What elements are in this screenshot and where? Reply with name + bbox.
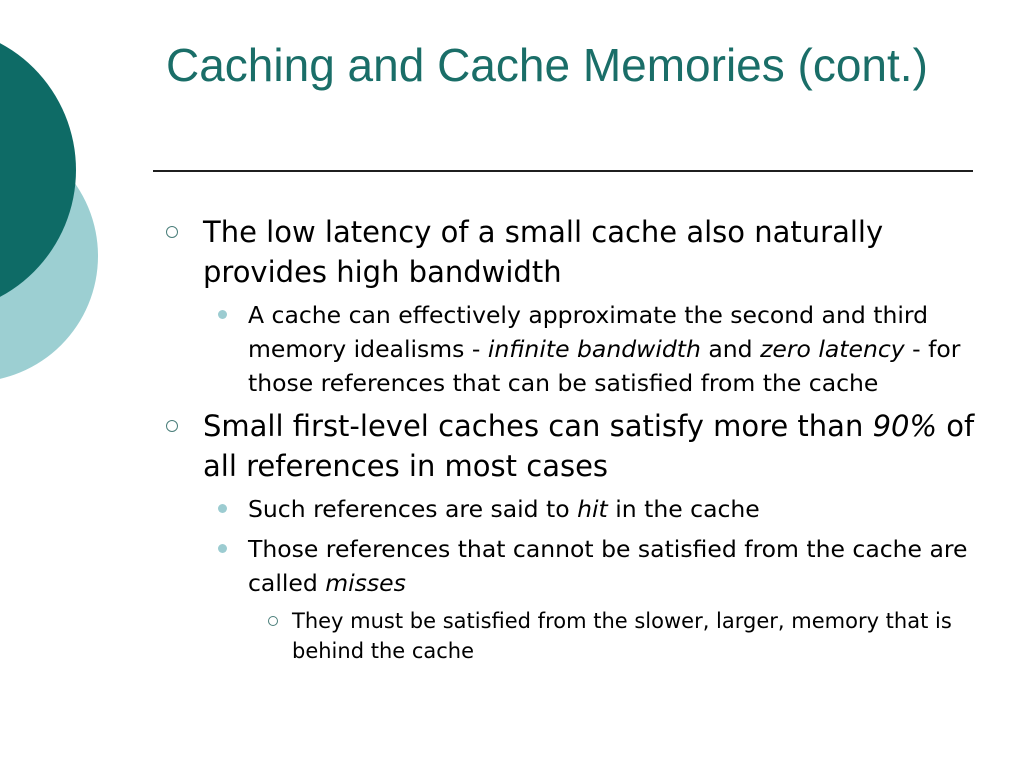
bullet-level2 — [248, 298, 986, 400]
bullet-level2 — [248, 492, 986, 526]
bullet-text-part: Small first-level caches can satisfy more than — [203, 409, 873, 443]
bullet-level3 — [292, 606, 986, 666]
emphasis-text: infinite bandwidth — [487, 335, 701, 363]
title-divider — [153, 170, 973, 172]
bullet-text-part: and — [700, 335, 761, 363]
hollow-circle-bullet-icon — [166, 226, 178, 238]
slide-body — [166, 212, 986, 666]
emphasis-text: misses — [325, 569, 406, 597]
bullet-text: The low latency of a small cache also naturally provides high bandwidth — [203, 215, 884, 289]
bullet-text-part: Those references that cannot be satisfied from the cache are called — [248, 535, 968, 597]
bullet-text: They must be satisfied from the slower, larger, memory that is behind the cache — [292, 609, 952, 663]
filled-dot-bullet-icon — [218, 504, 227, 513]
emphasis-text: hit — [577, 495, 608, 523]
bullet-text-part: Such references are said to — [248, 495, 578, 523]
small-hollow-circle-bullet-icon — [268, 616, 278, 626]
filled-dot-bullet-icon — [218, 310, 227, 319]
bullet-text-part: in the cache — [607, 495, 760, 523]
slide-title: Caching and Cache Memories (cont.) — [166, 39, 928, 91]
decorative-circles — [0, 0, 110, 420]
emphasis-text: 90% — [872, 409, 938, 443]
hollow-circle-bullet-icon — [166, 420, 178, 432]
bullet-text-part: A cache can effectively approximate the second and third memory idealisms - — [248, 301, 929, 363]
bullet-level1 — [166, 406, 986, 486]
bullet-level1 — [166, 212, 986, 292]
bullet-text-part: of all references in most cases — [203, 409, 975, 483]
emphasis-text: zero latency — [760, 335, 905, 363]
bullet-text-part: - for those references that can be satisfied from the cache — [248, 335, 961, 397]
bullet-level2 — [248, 532, 986, 600]
filled-dot-bullet-icon — [218, 544, 227, 553]
